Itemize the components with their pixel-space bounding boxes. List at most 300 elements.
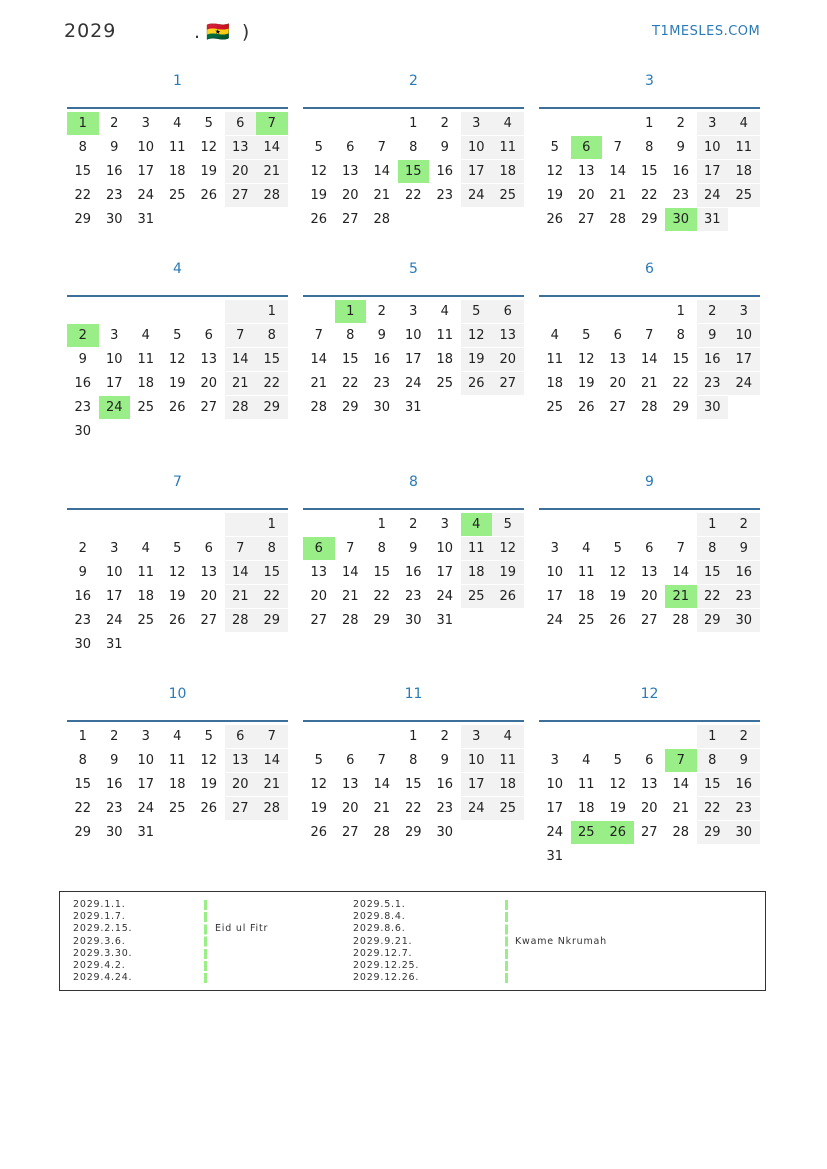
day-cell[interactable]: 12: [310, 777, 328, 792]
day-cell[interactable]: 5: [613, 753, 622, 768]
day-cell[interactable]: 23: [436, 801, 454, 816]
day-cell[interactable]: 21: [373, 188, 391, 203]
day-cell[interactable]: 18: [492, 160, 524, 183]
day-cell[interactable]: 26: [168, 400, 186, 415]
day-cell[interactable]: 25: [728, 184, 760, 207]
day-cell[interactable]: 9: [110, 753, 119, 768]
day-cell[interactable]: 28: [256, 184, 288, 207]
day-cell[interactable]: 14: [256, 749, 288, 772]
day-cell[interactable]: 29: [256, 396, 288, 419]
day-cell[interactable]: 6: [613, 328, 622, 343]
day-cell[interactable]: 15: [74, 777, 92, 792]
day-cell[interactable]: 3: [728, 300, 760, 323]
day-cell[interactable]: 24: [404, 376, 422, 391]
day-cell[interactable]: 23: [105, 801, 123, 816]
day-cell[interactable]: 19: [492, 561, 524, 584]
day-cell[interactable]: 2: [110, 729, 119, 744]
day-cell[interactable]: 22: [404, 188, 422, 203]
day-cell[interactable]: 17: [404, 352, 422, 367]
day-cell[interactable]: 12: [546, 164, 564, 179]
day-cell[interactable]: 4: [550, 328, 559, 343]
day-cell[interactable]: 19: [546, 188, 564, 203]
day-cell[interactable]: 11: [492, 749, 524, 772]
day-cell[interactable]: 8: [645, 140, 654, 155]
day-cell[interactable]: 28: [640, 400, 658, 415]
day-cell[interactable]: 13: [492, 324, 524, 347]
day-cell[interactable]: 3: [461, 725, 493, 748]
day-cell[interactable]: 29: [373, 613, 391, 628]
day-cell[interactable]: 31: [546, 849, 564, 864]
day-cell[interactable]: 15: [256, 561, 288, 584]
day-cell[interactable]: 23: [105, 188, 123, 203]
day-cell[interactable]: 30: [105, 212, 123, 227]
day-cell[interactable]: 1: [256, 513, 288, 536]
day-cell[interactable]: 11: [168, 753, 186, 768]
day-cell[interactable]: 5: [314, 753, 323, 768]
day-cell[interactable]: 3: [697, 112, 729, 135]
day-cell[interactable]: 13: [310, 565, 328, 580]
day-cell[interactable]: 12: [461, 324, 493, 347]
day-cell[interactable]: 4: [582, 753, 591, 768]
day-cell[interactable]: 21: [609, 188, 627, 203]
day-cell[interactable]: 12: [168, 565, 186, 580]
day-cell[interactable]: 11: [436, 328, 454, 343]
day-cell[interactable]: 7: [676, 541, 685, 556]
day-cell[interactable]: 31: [105, 637, 123, 652]
day-cell[interactable]: 31: [436, 613, 454, 628]
day-cell[interactable]: 16: [728, 773, 760, 796]
day-cell[interactable]: 16: [105, 777, 123, 792]
day-cell[interactable]: 22: [341, 376, 359, 391]
day-cell[interactable]: 21: [640, 376, 658, 391]
day-cell[interactable]: 30: [728, 821, 760, 844]
day-cell[interactable]: 30: [373, 400, 391, 415]
day-cell[interactable]: 11: [461, 537, 493, 560]
day-cell[interactable]: 23: [728, 797, 760, 820]
day-cell[interactable]: 19: [609, 801, 627, 816]
day-cell[interactable]: 22: [74, 801, 92, 816]
day-cell[interactable]: 10: [404, 328, 422, 343]
day-cell[interactable]: 21: [373, 801, 391, 816]
day-cell[interactable]: 19: [168, 589, 186, 604]
day-cell[interactable]: 3: [440, 517, 449, 532]
day-cell[interactable]: 22: [697, 797, 729, 820]
holiday-day-cell[interactable]: 26: [602, 821, 634, 844]
day-cell[interactable]: 19: [200, 777, 218, 792]
day-cell[interactable]: 2: [728, 513, 760, 536]
day-cell[interactable]: 12: [492, 537, 524, 560]
day-cell[interactable]: 11: [492, 136, 524, 159]
day-cell[interactable]: 27: [492, 372, 524, 395]
day-cell[interactable]: 19: [168, 376, 186, 391]
day-cell[interactable]: 1: [697, 513, 729, 536]
day-cell[interactable]: 31: [697, 208, 729, 231]
day-cell[interactable]: 24: [546, 613, 564, 628]
day-cell[interactable]: 20: [640, 589, 658, 604]
day-cell[interactable]: 8: [377, 541, 386, 556]
day-cell[interactable]: 24: [697, 184, 729, 207]
holiday-day-cell[interactable]: 25: [571, 821, 603, 844]
day-cell[interactable]: 25: [436, 376, 454, 391]
day-cell[interactable]: 9: [409, 541, 418, 556]
day-cell[interactable]: 17: [697, 160, 729, 183]
day-cell[interactable]: 8: [256, 537, 288, 560]
day-cell[interactable]: 4: [141, 541, 150, 556]
site-brand[interactable]: T1MESLES.COM: [652, 24, 761, 39]
day-cell[interactable]: 30: [697, 396, 729, 419]
day-cell[interactable]: 28: [672, 613, 690, 628]
day-cell[interactable]: 2: [78, 541, 87, 556]
day-cell[interactable]: 26: [168, 613, 186, 628]
day-cell[interactable]: 26: [492, 585, 524, 608]
day-cell[interactable]: 6: [346, 140, 355, 155]
day-cell[interactable]: 23: [74, 613, 92, 628]
day-cell[interactable]: 8: [409, 140, 418, 155]
day-cell[interactable]: 7: [645, 328, 654, 343]
day-cell[interactable]: 21: [256, 773, 288, 796]
day-cell[interactable]: 27: [341, 212, 359, 227]
day-cell[interactable]: 15: [404, 777, 422, 792]
day-cell[interactable]: 13: [640, 565, 658, 580]
day-cell[interactable]: 2: [676, 116, 685, 131]
day-cell[interactable]: 21: [225, 585, 257, 608]
day-cell[interactable]: 17: [461, 773, 493, 796]
day-cell[interactable]: 20: [609, 376, 627, 391]
day-cell[interactable]: 7: [346, 541, 355, 556]
day-cell[interactable]: 21: [256, 160, 288, 183]
day-cell[interactable]: 27: [200, 613, 218, 628]
holiday-day-cell[interactable]: 6: [303, 537, 335, 560]
day-cell[interactable]: 5: [550, 140, 559, 155]
day-cell[interactable]: 14: [225, 348, 257, 371]
day-cell[interactable]: 17: [728, 348, 760, 371]
day-cell[interactable]: 6: [346, 753, 355, 768]
day-cell[interactable]: 7: [377, 140, 386, 155]
day-cell[interactable]: 9: [78, 352, 87, 367]
day-cell[interactable]: 15: [672, 352, 690, 367]
day-cell[interactable]: 9: [728, 749, 760, 772]
day-cell[interactable]: 18: [461, 561, 493, 584]
day-cell[interactable]: 12: [609, 565, 627, 580]
day-cell[interactable]: 10: [461, 136, 493, 159]
day-cell[interactable]: 1: [377, 517, 386, 532]
day-cell[interactable]: 8: [346, 328, 355, 343]
day-cell[interactable]: 27: [200, 400, 218, 415]
day-cell[interactable]: 8: [78, 753, 87, 768]
day-cell[interactable]: 11: [728, 136, 760, 159]
day-cell[interactable]: 23: [728, 585, 760, 608]
day-cell[interactable]: 24: [105, 613, 123, 628]
day-cell[interactable]: 3: [409, 304, 418, 319]
day-cell[interactable]: 4: [173, 729, 182, 744]
day-cell[interactable]: 20: [200, 376, 218, 391]
holiday-day-cell[interactable]: 6: [571, 136, 603, 159]
day-cell[interactable]: 16: [105, 164, 123, 179]
day-cell[interactable]: 2: [110, 116, 119, 131]
day-cell[interactable]: 3: [110, 328, 119, 343]
day-cell[interactable]: 12: [310, 164, 328, 179]
day-cell[interactable]: 14: [373, 777, 391, 792]
day-cell[interactable]: 29: [341, 400, 359, 415]
day-cell[interactable]: 8: [256, 324, 288, 347]
day-cell[interactable]: 16: [404, 565, 422, 580]
day-cell[interactable]: 20: [492, 348, 524, 371]
day-cell[interactable]: 3: [461, 112, 493, 135]
day-cell[interactable]: 15: [256, 348, 288, 371]
day-cell[interactable]: 12: [609, 777, 627, 792]
day-cell[interactable]: 16: [697, 348, 729, 371]
day-cell[interactable]: 18: [436, 352, 454, 367]
day-cell[interactable]: 11: [577, 777, 595, 792]
day-cell[interactable]: 27: [577, 212, 595, 227]
day-cell[interactable]: 24: [546, 825, 564, 840]
day-cell[interactable]: 17: [137, 164, 155, 179]
day-cell[interactable]: 30: [404, 613, 422, 628]
day-cell[interactable]: 23: [404, 589, 422, 604]
day-cell[interactable]: 5: [314, 140, 323, 155]
day-cell[interactable]: 13: [640, 777, 658, 792]
day-cell[interactable]: 26: [310, 825, 328, 840]
day-cell[interactable]: 3: [110, 541, 119, 556]
day-cell[interactable]: 9: [676, 140, 685, 155]
day-cell[interactable]: 22: [74, 188, 92, 203]
day-cell[interactable]: 29: [256, 609, 288, 632]
day-cell[interactable]: 5: [173, 328, 182, 343]
day-cell[interactable]: 14: [373, 164, 391, 179]
day-cell[interactable]: 5: [582, 328, 591, 343]
holiday-day-cell[interactable]: 15: [398, 160, 430, 183]
day-cell[interactable]: 5: [204, 116, 213, 131]
day-cell[interactable]: 1: [78, 729, 87, 744]
day-cell[interactable]: 30: [74, 637, 92, 652]
day-cell[interactable]: 20: [640, 801, 658, 816]
day-cell[interactable]: 20: [225, 773, 257, 796]
day-cell[interactable]: 25: [168, 801, 186, 816]
day-cell[interactable]: 6: [204, 328, 213, 343]
day-cell[interactable]: 10: [105, 565, 123, 580]
day-cell[interactable]: 15: [74, 164, 92, 179]
day-cell[interactable]: 10: [105, 352, 123, 367]
day-cell[interactable]: 15: [341, 352, 359, 367]
day-cell[interactable]: 22: [697, 585, 729, 608]
day-cell[interactable]: 27: [225, 797, 257, 820]
day-cell[interactable]: 14: [609, 164, 627, 179]
day-cell[interactable]: 4: [728, 112, 760, 135]
day-cell[interactable]: 16: [728, 561, 760, 584]
day-cell[interactable]: 17: [105, 589, 123, 604]
day-cell[interactable]: 6: [225, 112, 257, 135]
day-cell[interactable]: 17: [546, 589, 564, 604]
day-cell[interactable]: 7: [225, 537, 257, 560]
day-cell[interactable]: 21: [341, 589, 359, 604]
day-cell[interactable]: 8: [78, 140, 87, 155]
day-cell[interactable]: 30: [728, 609, 760, 632]
day-cell[interactable]: 9: [110, 140, 119, 155]
day-cell[interactable]: 1: [645, 116, 654, 131]
holiday-day-cell[interactable]: 1: [335, 300, 367, 323]
day-cell[interactable]: 2: [377, 304, 386, 319]
day-cell[interactable]: 27: [310, 613, 328, 628]
day-cell[interactable]: 1: [676, 304, 685, 319]
day-cell[interactable]: 4: [141, 328, 150, 343]
day-cell[interactable]: 11: [137, 352, 155, 367]
day-cell[interactable]: 20: [200, 589, 218, 604]
day-cell[interactable]: 9: [697, 324, 729, 347]
day-cell[interactable]: 27: [225, 184, 257, 207]
day-cell[interactable]: 19: [200, 164, 218, 179]
day-cell[interactable]: 19: [310, 801, 328, 816]
day-cell[interactable]: 26: [546, 212, 564, 227]
day-cell[interactable]: 14: [310, 352, 328, 367]
day-cell[interactable]: 7: [256, 725, 288, 748]
day-cell[interactable]: 9: [78, 565, 87, 580]
day-cell[interactable]: 13: [225, 136, 257, 159]
day-cell[interactable]: 24: [436, 589, 454, 604]
day-cell[interactable]: 23: [672, 188, 690, 203]
day-cell[interactable]: 27: [341, 825, 359, 840]
day-cell[interactable]: 30: [105, 825, 123, 840]
day-cell[interactable]: 31: [404, 400, 422, 415]
day-cell[interactable]: 28: [373, 212, 391, 227]
day-cell[interactable]: 4: [492, 725, 524, 748]
day-cell[interactable]: 21: [672, 801, 690, 816]
day-cell[interactable]: 24: [137, 801, 155, 816]
day-cell[interactable]: 8: [697, 749, 729, 772]
day-cell[interactable]: 24: [461, 797, 493, 820]
day-cell[interactable]: 29: [672, 400, 690, 415]
day-cell[interactable]: 8: [676, 328, 685, 343]
day-cell[interactable]: 17: [546, 801, 564, 816]
day-cell[interactable]: 11: [137, 565, 155, 580]
day-cell[interactable]: 13: [225, 749, 257, 772]
day-cell[interactable]: 1: [697, 725, 729, 748]
day-cell[interactable]: 4: [492, 112, 524, 135]
holiday-day-cell[interactable]: 7: [665, 749, 697, 772]
day-cell[interactable]: 24: [461, 184, 493, 207]
day-cell[interactable]: 22: [640, 188, 658, 203]
day-cell[interactable]: 28: [373, 825, 391, 840]
day-cell[interactable]: 11: [546, 352, 564, 367]
day-cell[interactable]: 12: [168, 352, 186, 367]
day-cell[interactable]: 6: [645, 541, 654, 556]
day-cell[interactable]: 10: [461, 749, 493, 772]
day-cell[interactable]: 10: [137, 140, 155, 155]
day-cell[interactable]: 28: [672, 825, 690, 840]
day-cell[interactable]: 13: [341, 777, 359, 792]
day-cell[interactable]: 30: [74, 424, 92, 439]
day-cell[interactable]: 19: [577, 376, 595, 391]
holiday-day-cell[interactable]: 7: [256, 112, 288, 135]
day-cell[interactable]: 13: [200, 565, 218, 580]
day-cell[interactable]: 1: [409, 116, 418, 131]
day-cell[interactable]: 20: [310, 589, 328, 604]
day-cell[interactable]: 21: [310, 376, 328, 391]
holiday-day-cell[interactable]: 4: [461, 513, 493, 536]
day-cell[interactable]: 6: [645, 753, 654, 768]
day-cell[interactable]: 3: [141, 729, 150, 744]
day-cell[interactable]: 14: [640, 352, 658, 367]
day-cell[interactable]: 7: [225, 324, 257, 347]
day-cell[interactable]: 18: [137, 589, 155, 604]
day-cell[interactable]: 10: [728, 324, 760, 347]
day-cell[interactable]: 2: [409, 517, 418, 532]
day-cell[interactable]: 13: [609, 352, 627, 367]
day-cell[interactable]: 29: [697, 821, 729, 844]
day-cell[interactable]: 14: [225, 561, 257, 584]
holiday-day-cell[interactable]: 1: [67, 112, 99, 135]
day-cell[interactable]: 15: [697, 773, 729, 796]
day-cell[interactable]: 3: [550, 753, 559, 768]
day-cell[interactable]: 10: [697, 136, 729, 159]
day-cell[interactable]: 14: [341, 565, 359, 580]
day-cell[interactable]: 7: [314, 328, 323, 343]
day-cell[interactable]: 28: [609, 212, 627, 227]
day-cell[interactable]: 18: [168, 164, 186, 179]
day-cell[interactable]: 25: [137, 400, 155, 415]
day-cell[interactable]: 17: [436, 565, 454, 580]
day-cell[interactable]: 17: [461, 160, 493, 183]
day-cell[interactable]: 16: [436, 164, 454, 179]
day-cell[interactable]: 24: [728, 372, 760, 395]
day-cell[interactable]: 18: [577, 801, 595, 816]
day-cell[interactable]: 5: [492, 513, 524, 536]
day-cell[interactable]: 10: [546, 565, 564, 580]
day-cell[interactable]: 15: [640, 164, 658, 179]
day-cell[interactable]: 10: [546, 777, 564, 792]
day-cell[interactable]: 20: [341, 188, 359, 203]
day-cell[interactable]: 24: [137, 188, 155, 203]
day-cell[interactable]: 18: [577, 589, 595, 604]
day-cell[interactable]: 19: [609, 589, 627, 604]
day-cell[interactable]: 16: [373, 352, 391, 367]
day-cell[interactable]: 22: [404, 801, 422, 816]
day-cell[interactable]: 6: [492, 300, 524, 323]
day-cell[interactable]: 12: [200, 140, 218, 155]
day-cell[interactable]: 13: [200, 352, 218, 367]
day-cell[interactable]: 9: [440, 753, 449, 768]
day-cell[interactable]: 2: [440, 116, 449, 131]
day-cell[interactable]: 4: [582, 541, 591, 556]
day-cell[interactable]: 14: [672, 777, 690, 792]
day-cell[interactable]: 2: [697, 300, 729, 323]
day-cell[interactable]: 23: [373, 376, 391, 391]
day-cell[interactable]: 29: [697, 609, 729, 632]
day-cell[interactable]: 22: [256, 585, 288, 608]
day-cell[interactable]: 31: [137, 212, 155, 227]
day-cell[interactable]: 7: [613, 140, 622, 155]
day-cell[interactable]: 6: [225, 725, 257, 748]
day-cell[interactable]: 8: [697, 537, 729, 560]
day-cell[interactable]: 23: [697, 372, 729, 395]
day-cell[interactable]: 29: [74, 825, 92, 840]
day-cell[interactable]: 10: [137, 753, 155, 768]
day-cell[interactable]: 5: [461, 300, 493, 323]
day-cell[interactable]: 25: [546, 400, 564, 415]
day-cell[interactable]: 22: [672, 376, 690, 391]
day-cell[interactable]: 5: [204, 729, 213, 744]
day-cell[interactable]: 21: [225, 372, 257, 395]
day-cell[interactable]: 2: [728, 725, 760, 748]
day-cell[interactable]: 20: [341, 801, 359, 816]
day-cell[interactable]: 13: [577, 164, 595, 179]
day-cell[interactable]: 26: [200, 188, 218, 203]
day-cell[interactable]: 28: [310, 400, 328, 415]
day-cell[interactable]: 15: [373, 565, 391, 580]
day-cell[interactable]: 28: [256, 797, 288, 820]
day-cell[interactable]: 28: [225, 609, 257, 632]
day-cell[interactable]: 5: [173, 541, 182, 556]
day-cell[interactable]: 17: [105, 376, 123, 391]
